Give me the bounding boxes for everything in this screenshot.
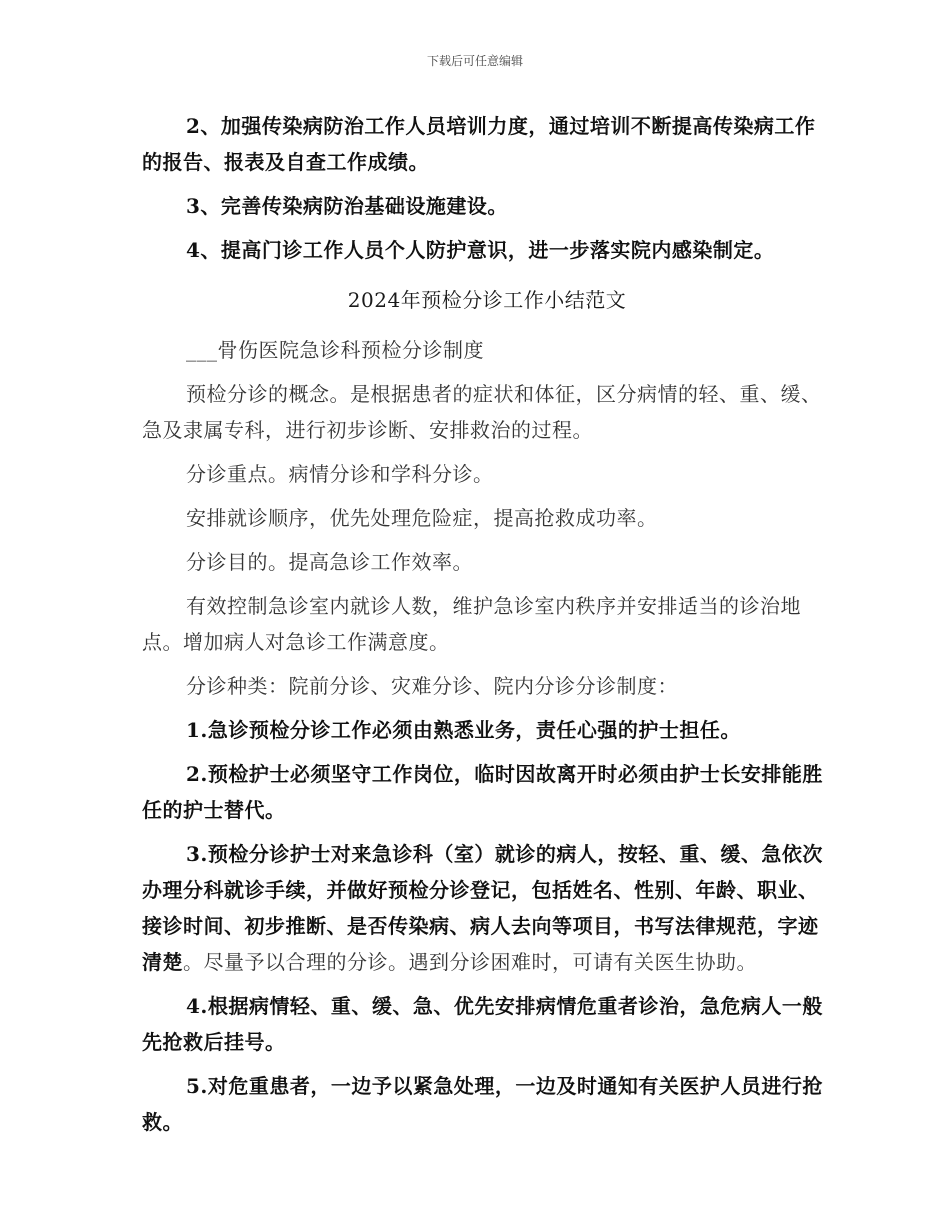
paragraph: 分诊重点。病情分诊和学科分诊。: [186, 462, 494, 486]
rule-item: 4.根据病情轻、重、缓、急、优先安排病情危重者诊治，急危病人一般先抢救后挂号。: [142, 994, 823, 1054]
rule-normal-text: 。尽量予以合理的分诊。遇到分诊困难时，可请有关医生协助。: [183, 950, 757, 974]
paragraph: 分诊目的。提高急诊工作效率。: [186, 550, 473, 574]
paragraph: ___骨伤医院急诊科预检分诊制度: [186, 338, 484, 362]
rule-bold-text: 3.预检分诊护士对来急诊科（室）就诊的病人，按轻、重、缓、急依次办理分科就诊手续，并做好预检分诊登记，包括姓名、性别、年龄、职业、接诊时间、初步推断、是否传染病、病人去向等项目，书写法律规范，字迹清楚: [142, 842, 823, 974]
paragraph: 分诊种类：院前分诊、灾难分诊、院内分诊分诊制度：: [186, 674, 678, 698]
rule-item: 1.急诊预检分诊工作必须由熟悉业务，责任心强的护士担任。: [186, 718, 741, 742]
paragraph: 安排就诊顺序，优先处理危险症，提高抢救成功率。: [186, 506, 658, 530]
paragraph: 预检分诊的概念。是根据患者的症状和体征，区分病情的轻、重、缓、急及隶属专科，进行初步诊断、安排救治的过程。: [142, 382, 822, 442]
list-item: 2、加强传染病防治工作人员培训力度，通过培训不断提高传染病工作的报告、报表及自查工作成绩。: [142, 114, 816, 174]
list-item: 3、完善传染病防治基础设施建设。: [186, 194, 508, 218]
page-header: 下载后可任意编辑: [426, 54, 523, 68]
list-item: 4、提高门诊工作人员个人防护意识，进一步落实院内感染制定。: [186, 238, 775, 262]
rule-item: [142, 836, 832, 980]
rule-item: 5.对危重患者，一边予以紧急处理，一边及时通知有关医护人员进行抢救。: [142, 1074, 823, 1134]
rule-item: 2.预检护士必须坚守工作岗位，临时因故离开时必须由护士长安排能胜任的护士替代。: [142, 762, 823, 822]
paragraph: 有效控制急诊室内就诊人数，维护急诊室内秩序并安排适当的诊治地点。增加病人对急诊工作满意度。: [142, 594, 801, 654]
section-title: 2024年预检分诊工作小结范文: [347, 288, 627, 312]
document-body: [142, 108, 832, 1148]
